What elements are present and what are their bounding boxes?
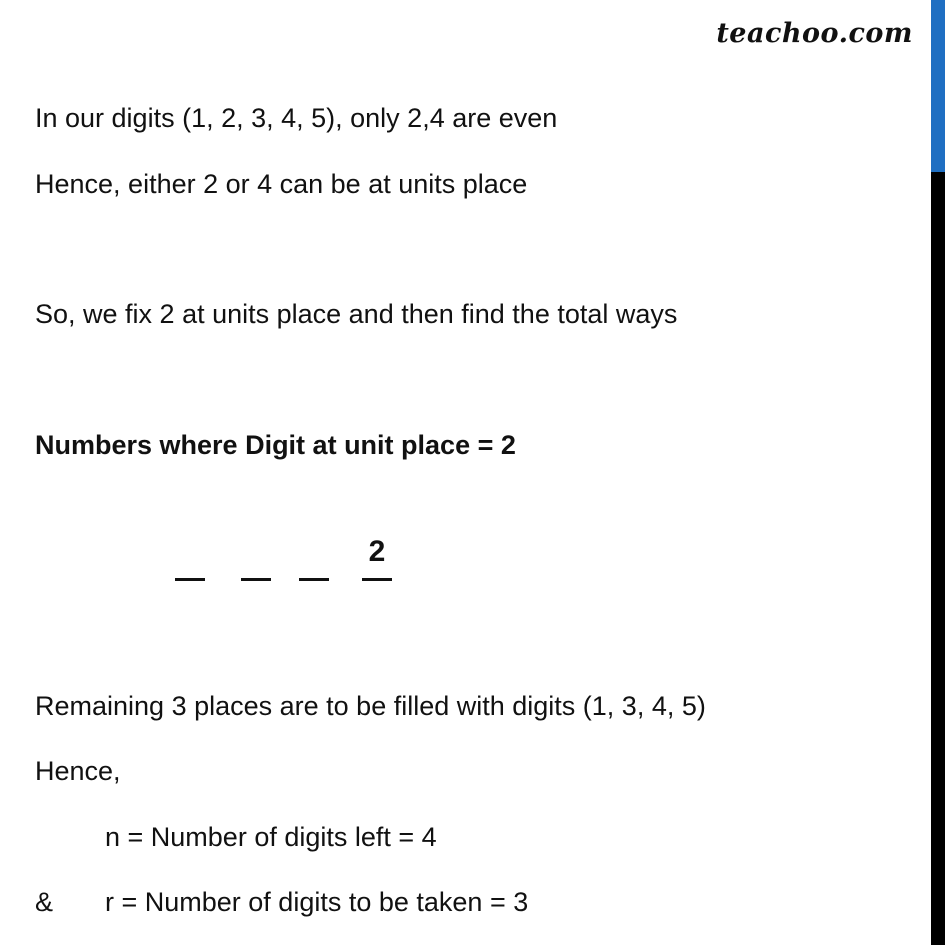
side-scrollbar[interactable] (931, 0, 945, 945)
slot-units: 2 (362, 534, 392, 581)
r-definition-text: r = Number of digits to be taken = 3 (105, 887, 529, 917)
fix-two-text: So, we fix 2 at units place and then find the total ways (35, 299, 678, 329)
even-digits-text: In our digits (1, 2, 3, 4, 5), only 2,4 are even (35, 103, 558, 133)
teachoo-logo: teachoo.com (716, 18, 913, 49)
section-heading: Numbers where Digit at unit place = 2 (35, 430, 516, 460)
n-definition-text: n = Number of digits left = 4 (105, 822, 437, 852)
scrollbar-thumb[interactable] (931, 0, 945, 172)
remaining-places-text: Remaining 3 places are to be filled with digits (1, 3, 4, 5) (35, 691, 706, 721)
slot-tens (299, 534, 329, 581)
slot-thousands (175, 534, 205, 581)
hence-text: Hence, (35, 756, 121, 786)
slot-hundreds (241, 534, 271, 581)
ampersand-text: & (35, 887, 54, 917)
units-place-text: Hence, either 2 or 4 can be at units place (35, 169, 528, 199)
